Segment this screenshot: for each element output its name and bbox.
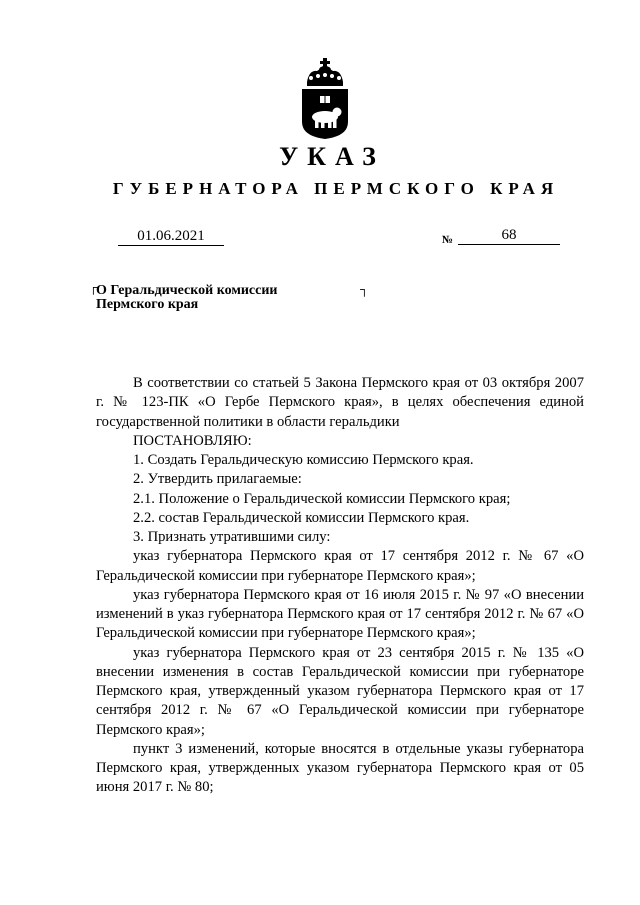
document-body [96,374,584,798]
clause-paragraph: 2. Утвердить прилагаемые: [133,471,302,488]
repealed-act-paragraph: пункт 3 изменений, которые вносятся в отдельные указы губернатора Пермского края, утвержденных указом губернатора Пермского края от 05 июня 2017 г. № 80; [96,740,584,796]
number-label: № [442,234,454,246]
document-type-title: УКАЗ [279,142,385,171]
subject-line: О Геральдической комиссии [96,283,278,298]
document-date: 01.06.2021 [118,228,224,246]
document-number: 68 [458,227,560,245]
coat-of-arms-icon [299,58,351,140]
subject-line: Пермского края [96,297,199,312]
subject-corner-left-icon: ┌ [89,280,98,294]
crown-icon [307,58,343,86]
clause-paragraph: 2.1. Положение о Геральдической комиссии Пермского края; [133,490,511,507]
clause-paragraph: 3. Признать утратившими силу: [133,529,331,545]
resolution-keyword: ПОСТАНОВЛЯЮ: [133,432,252,449]
clause-paragraph: 1. Создать Геральдическую комиссию Пермского края. [133,452,474,468]
issuer-title: ГУБЕРНАТОРА ПЕРМСКОГО КРАЯ [112,179,560,198]
document-subject [96,284,277,312]
repealed-act-paragraph: указ губернатора Пермского края от 16 июля 2015 г. № 97 «О внесении изменений в указ губернатора Пермского края от 17 сентября 2012 г. № 67 «О Геральдической комиссии при губернаторе Пермского края»; [96,586,584,642]
clause-paragraph: 2.2. состав Геральдической комиссии Пермского края. [133,509,470,526]
repealed-act-paragraph: указ губернатора Пермского края от 23 сентября 2015 г. № 135 «О внесении изменения в состав Геральдической комиссии при губернаторе Пермского края, утвержденный указом губернатора Пермского края от 17 сентября 2012 г. № 67 «О Геральдической комиссии при губернаторе Пермского края»; [96,644,584,738]
repealed-act-paragraph: указ губернатора Пермского края от 17 сентября 2012 г. № 67 «О Геральдической комиссии при губернаторе Пермского края»; [96,548,584,584]
preamble-paragraph: В соответствии со статьей 5 Закона Пермского края от 03 октября 2007 г. № 123-ПК «О Гербе Пермского края», в целях обеспечения единой государственной политики в области геральдики [96,375,584,430]
subject-corner-right-icon: ┐ [360,282,369,296]
